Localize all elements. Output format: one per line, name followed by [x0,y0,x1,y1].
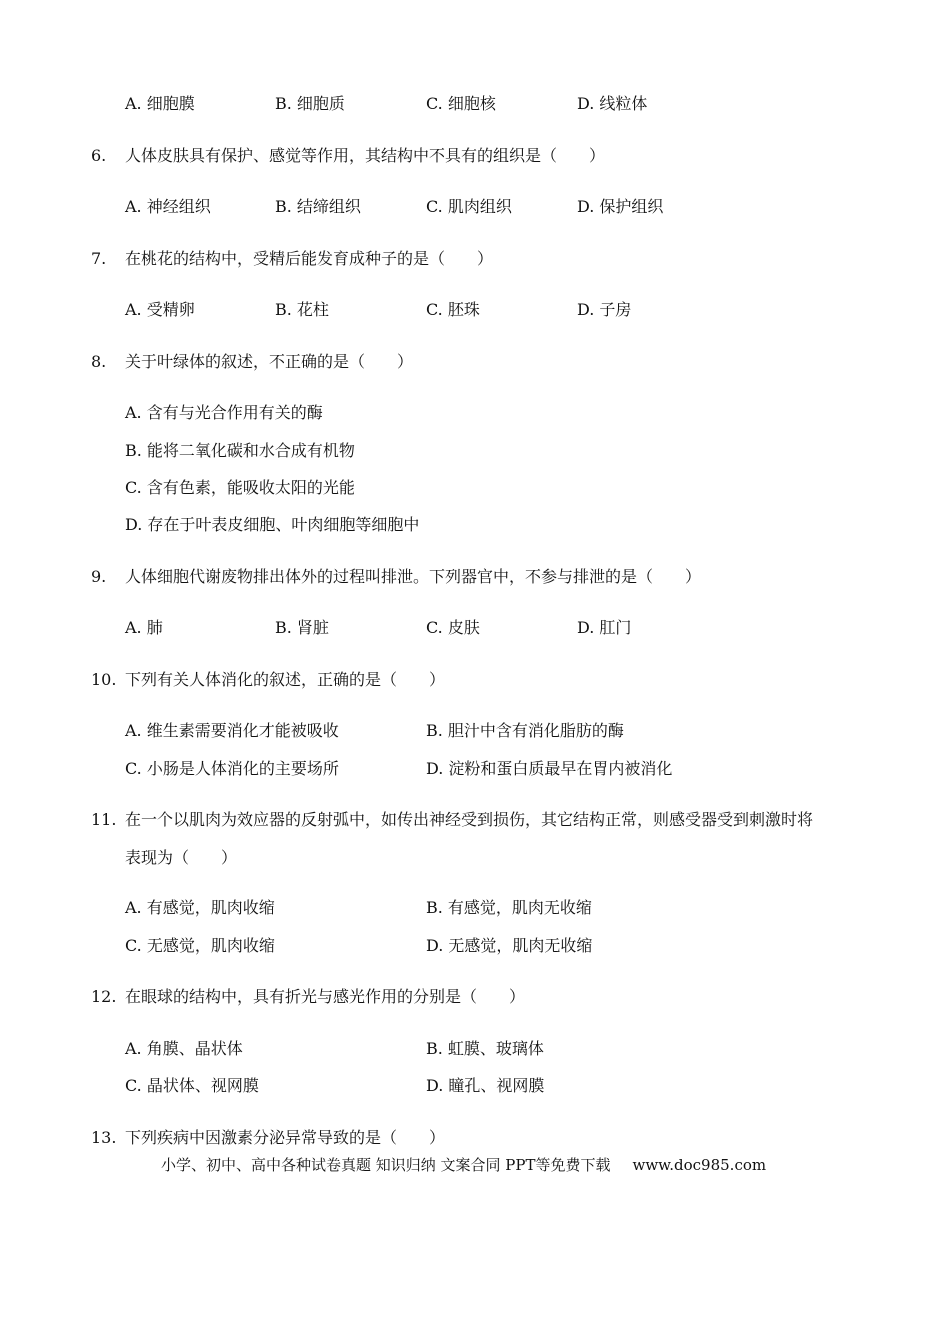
q10-number: 10. [91,670,117,689]
q9-option-b: B. 肾脏 [275,618,329,637]
q10-option-c: C. 小肠是人体消化的主要场所 [125,759,339,778]
q13-stem: 下列疾病中因激素分泌异常导致的是（ ） [125,1128,446,1147]
q12-option-c: C. 晶状体、视网膜 [125,1076,259,1095]
q11-option-a: A. 有感觉，肌肉收缩 [125,898,275,917]
q5-option-d: D. 线粒体 [577,94,648,113]
q8-option-c: C. 含有色素，能吸收太阳的光能 [125,478,355,497]
q9-number: 9. [91,567,107,586]
q6-option-d: D. 保护组织 [577,197,664,216]
q13-number: 13. [91,1128,117,1147]
q9-option-c: C. 皮肤 [426,618,480,637]
q6-option-c: C. 肌肉组织 [426,197,512,216]
q11-number: 11. [91,810,117,829]
q8-option-a: A. 含有与光合作用有关的酶 [125,403,323,422]
q11-stem-line-2: 表现为（ ） [125,848,238,867]
q9-option-a: A. 肺 [125,618,163,637]
q9-option-d: D. 肛门 [577,618,632,637]
q8-option-b: B. 能将二氧化碳和水合成有机物 [125,441,355,460]
q8-stem: 关于叶绿体的叙述，不正确的是（ ） [125,352,414,371]
q8-option-d: D. 存在于叶表皮细胞、叶肉细胞等细胞中 [125,515,420,534]
footer-text: 小学、初中、高中各种试卷真题 知识归纳 文案合同 PPT等免费下载 [161,1156,611,1174]
q7-option-b: B. 花柱 [275,300,329,319]
q11-option-c: C. 无感觉，肌肉收缩 [125,936,275,955]
q6-option-a: A. 神经组织 [125,197,211,216]
q10-option-b: B. 胆汁中含有消化脂肪的酶 [426,721,624,740]
q7-number: 7. [91,249,107,268]
q10-option-d: D. 淀粉和蛋白质最早在胃内被消化 [426,759,673,778]
q9-stem: 人体细胞代谢废物排出体外的过程叫排泄。下列器官中，不参与排泄的是（ ） [125,567,702,586]
q11-stem-line-1: 在一个以肌肉为效应器的反射弧中，如传出神经受到损伤，其它结构正常，则感受器受到刺激时将 [125,810,814,829]
q8-number: 8. [91,352,107,371]
q12-option-d: D. 瞳孔、视网膜 [426,1076,545,1095]
q10-stem: 下列有关人体消化的叙述，正确的是（ ） [125,670,446,689]
q12-stem: 在眼球的结构中，具有折光与感光作用的分别是（ ） [125,987,526,1006]
q7-option-c: C. 胚珠 [426,300,480,319]
q7-stem: 在桃花的结构中，受精后能发育成种子的是（ ） [125,249,494,268]
q7-option-a: A. 受精卵 [125,300,195,319]
q6-stem: 人体皮肤具有保护、感觉等作用，其结构中不具有的组织是（ ） [125,146,606,165]
q6-number: 6. [91,146,107,165]
q5-option-a: A. 细胞膜 [125,94,195,113]
q10-option-a: A. 维生素需要消化才能被吸收 [125,721,339,740]
q11-option-b: B. 有感觉，肌肉无收缩 [426,898,592,917]
q11-option-d: D. 无感觉，肌肉无收缩 [426,936,593,955]
q12-option-b: B. 虹膜、玻璃体 [426,1039,544,1058]
q12-option-a: A. 角膜、晶状体 [125,1039,243,1058]
page-footer [161,1154,766,1176]
q7-option-d: D. 子房 [577,300,632,319]
q5-option-b: B. 细胞质 [275,94,345,113]
q5-option-c: C. 细胞核 [426,94,496,113]
q12-number: 12. [91,987,117,1006]
footer-url: www.doc985.com [632,1156,767,1174]
q6-option-b: B. 结缔组织 [275,197,361,216]
